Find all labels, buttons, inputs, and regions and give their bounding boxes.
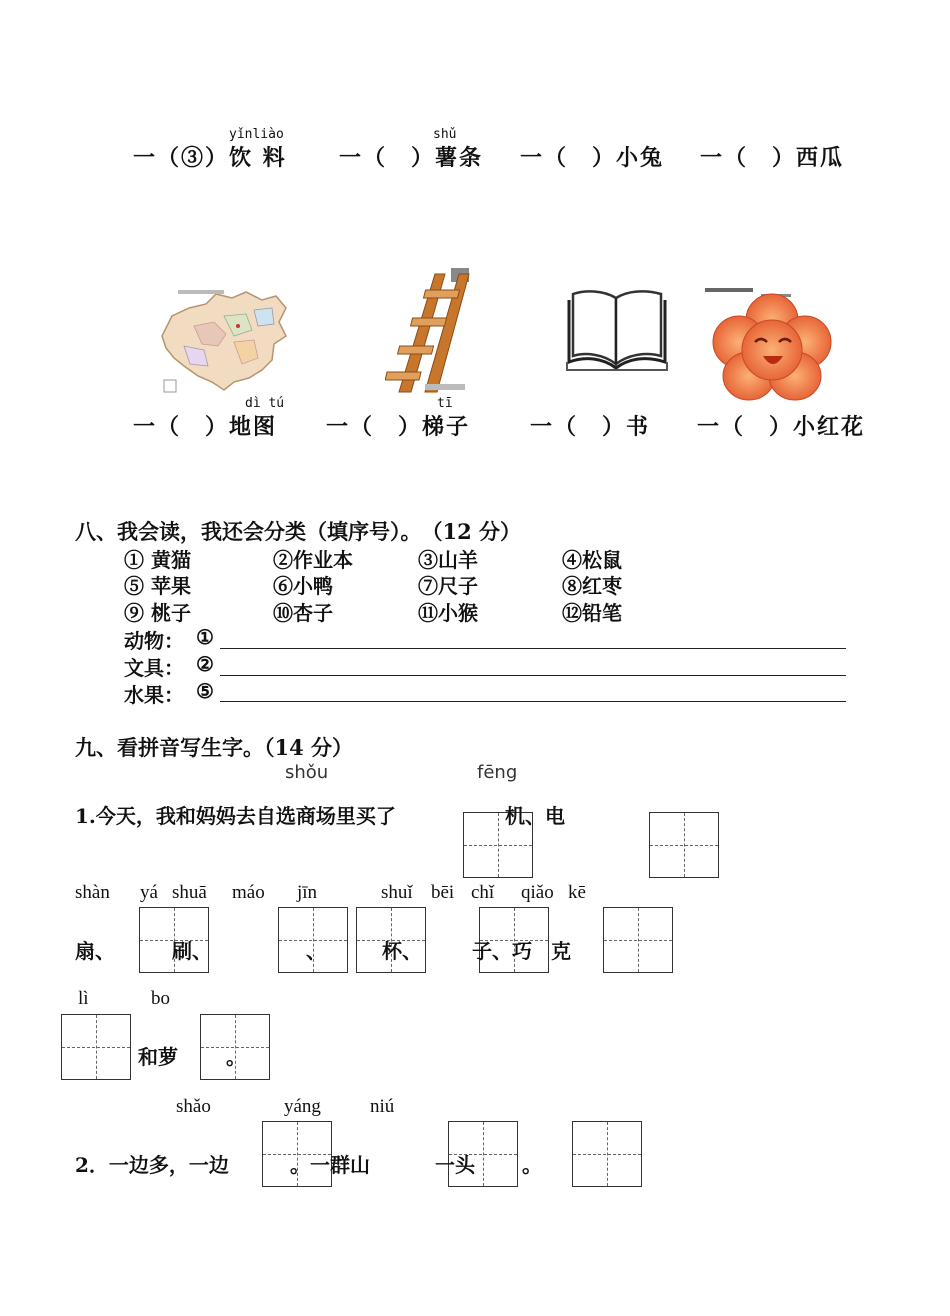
option-8: ⑧红枣	[562, 574, 622, 598]
q1-line3-text-2: 。	[226, 1045, 246, 1069]
option-5: ⑤ 苹果	[124, 574, 191, 598]
category-stationery-label: 文具：	[124, 656, 184, 680]
category-animals-answer-line[interactable]	[220, 648, 846, 649]
option-1: ① 黄猫	[124, 548, 191, 572]
section-8-title: 八、我会读，我还会分类（填序号）。 （12 分）	[75, 519, 522, 544]
pinyin-qiao: qiǎo	[521, 882, 554, 903]
q2-text-4: 。	[522, 1153, 542, 1177]
q2-text-1: 2．一边多，一边	[75, 1153, 229, 1177]
smiling-red-flower-image	[705, 284, 839, 402]
pinyin-mao: máo	[232, 882, 265, 903]
pinyin-shui: shuǐ	[381, 882, 413, 903]
quantifier-item-map: 一（ ）地图	[133, 414, 278, 440]
category-animals-label: 动物：	[124, 629, 184, 653]
option-12: ⑫铅笔	[562, 601, 622, 625]
option-4: ④松鼠	[562, 548, 622, 572]
pinyin-ti: tī	[437, 396, 453, 411]
section-9-title: 九、看拼音写生字。（14 分）	[75, 735, 354, 760]
option-2: ②作业本	[273, 548, 353, 572]
pinyin-ke: kē	[568, 882, 586, 903]
category-fruit-label: 水果：	[124, 683, 184, 707]
pinyin-bei: bēi	[431, 882, 455, 903]
q1-line1-after: 机、电	[505, 804, 565, 828]
quantifier-item-book: 一（ ）书	[530, 414, 651, 440]
quantifier-item-ladder: 一（ ）梯子	[326, 414, 471, 440]
category-stationery-example: ②	[196, 652, 214, 676]
quantifier-item-rabbit: 一（ ）小兔	[520, 145, 665, 171]
option-11: ⑪小猴	[418, 601, 478, 625]
option-6: ⑥小鸭	[273, 574, 333, 598]
write-box-niu[interactable]	[572, 1121, 642, 1187]
option-9: ⑨ 桃子	[124, 601, 191, 625]
quantifier-item-watermelon: 一（ ）西瓜	[700, 145, 845, 171]
q2-text-3: 一头	[435, 1153, 475, 1177]
category-fruit-example: ⑤	[196, 679, 214, 703]
pinyin-ya: yá	[140, 882, 158, 903]
pinyin-niu: niú	[370, 1096, 395, 1117]
ladder-image	[385, 268, 475, 396]
option-10: ⑩杏子	[273, 601, 333, 625]
pinyin-shu: shǔ	[433, 127, 457, 142]
quantifier-item-fries: 一（ ）薯条	[339, 145, 484, 171]
category-animals-example: ①	[196, 625, 214, 649]
quantifier-item-flower: 一（ ）小红花	[697, 414, 866, 440]
pinyin-shao: shǎo	[176, 1096, 211, 1117]
open-book-image	[563, 288, 671, 372]
pinyin-shan: shàn	[75, 882, 110, 903]
write-box-li[interactable]	[61, 1014, 131, 1080]
q1-line2-text-1: 扇、	[75, 939, 115, 963]
option-7: ⑦尺子	[418, 574, 478, 598]
pinyin-yang: yáng	[284, 1096, 321, 1117]
q1-line3-text-1: 和萝	[138, 1045, 178, 1069]
pinyin-shua: shuā	[172, 882, 207, 903]
q1-line2-text-6: 克	[551, 939, 571, 963]
category-stationery-answer-line[interactable]	[220, 675, 846, 676]
q1-line2-text-5: 子、巧	[472, 939, 532, 963]
q2-text-2: 。一群山	[290, 1153, 370, 1177]
write-box-feng[interactable]	[649, 812, 719, 878]
pinyin-shou: shǒu	[285, 762, 329, 783]
pinyin-ditu: dì tú	[245, 396, 285, 411]
pinyin-feng: fēng	[477, 762, 518, 783]
pinyin-chi: chǐ	[471, 882, 495, 903]
pinyin-bo: bo	[151, 988, 170, 1009]
pinyin-jin: jīn	[297, 882, 318, 903]
quantifier-item-drink: 一（③）饮 料	[133, 145, 287, 171]
pinyin-yinliao: yǐnliào	[229, 127, 284, 142]
pinyin-li: lì	[78, 988, 89, 1009]
write-box-ke[interactable]	[603, 907, 673, 973]
q1-line2-text-2: 刷、	[172, 939, 212, 963]
option-3: ③山羊	[418, 548, 478, 572]
q1-line1-text: 1.今天，我和妈妈去自选商场里买了	[75, 804, 396, 828]
category-fruit-answer-line[interactable]	[220, 701, 846, 702]
q1-line2-text-4: 杯、	[382, 939, 422, 963]
q1-line2-text-3: 、	[306, 939, 326, 963]
map-of-china-image	[154, 286, 294, 394]
